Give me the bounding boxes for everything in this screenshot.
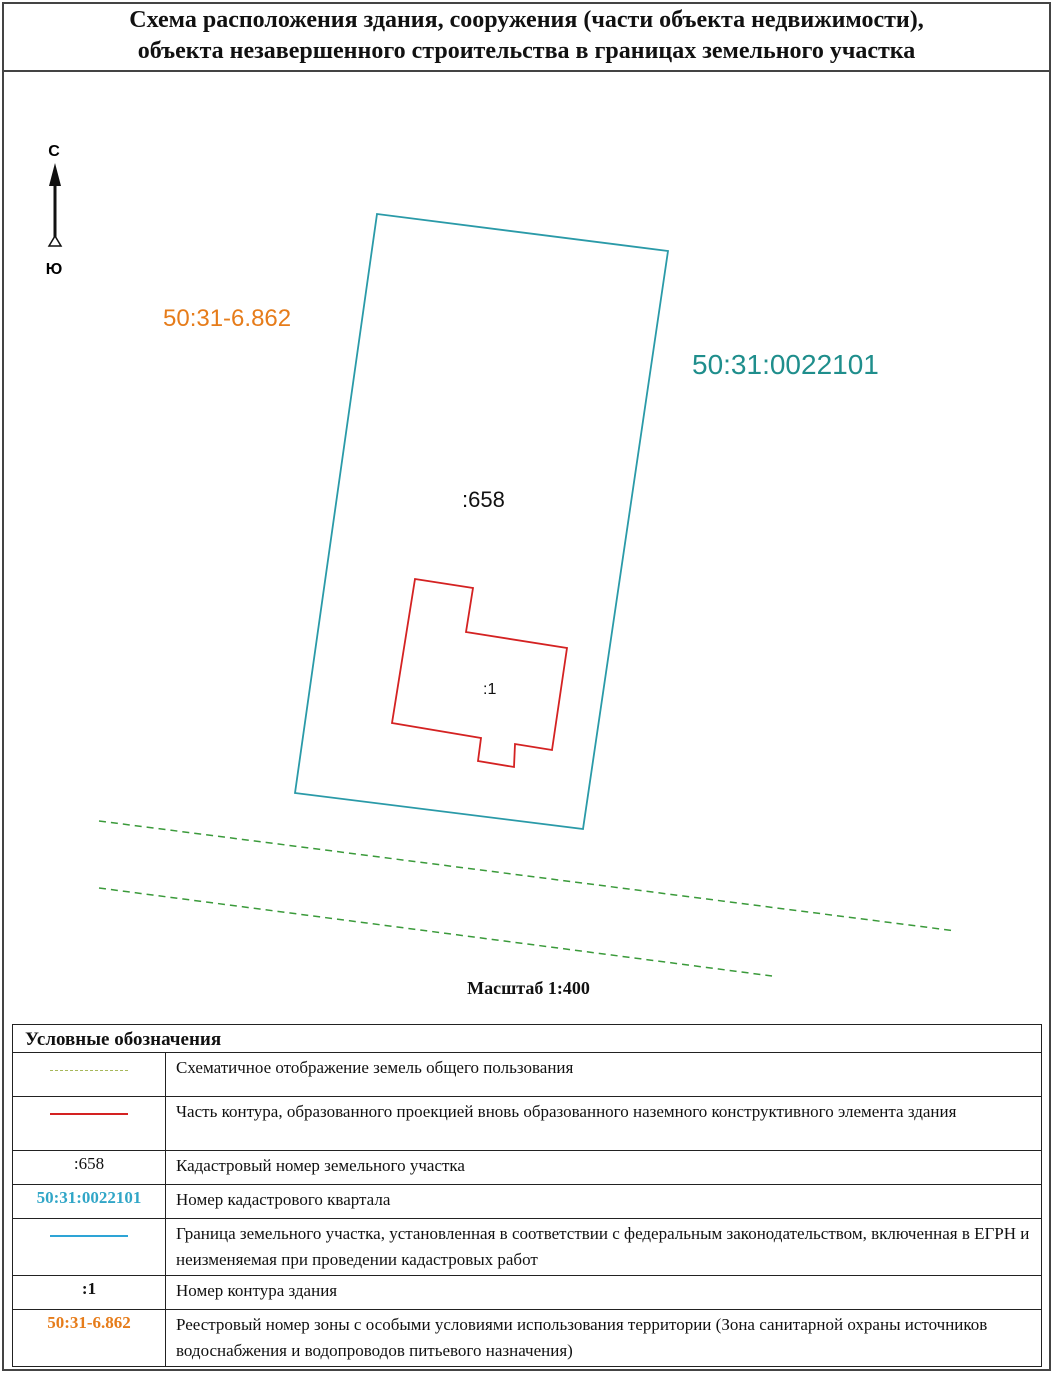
title-line-1: Схема расположения здания, сооружения (части объекта недвижимости),: [129, 7, 924, 33]
legend-symbol-building-number: :1: [13, 1276, 166, 1310]
compass-south-label: Ю: [45, 261, 63, 278]
building-contour: [392, 579, 567, 767]
legend-row: [13, 1053, 1041, 1097]
legend-description: Реестровый номер зоны с особыми условиями использования территории (Зона санитарной охраны источников водоснабжения и водопроводов питьевого назначения): [166, 1310, 1042, 1367]
compass-north-label: С: [48, 143, 60, 160]
public-lands-line-lower: [99, 888, 772, 976]
legend-row: [13, 1151, 1041, 1185]
parcel-boundary-symbol: [50, 1235, 128, 1237]
building-label: :1: [483, 681, 497, 698]
title-line-2: объекта незавершенного строительства в границах земельного участка: [137, 38, 916, 64]
compass-tail-icon: [49, 236, 61, 246]
compass: [46, 143, 63, 278]
legend-symbol-zone-number: 50:31-6.862: [13, 1310, 166, 1367]
zone-label: 50:31-6.862: [163, 305, 292, 332]
legend-heading: Условные обозначения: [25, 1029, 222, 1050]
legend-row: [13, 1310, 1041, 1367]
quarter-label: 50:31:0022101: [692, 349, 879, 380]
legend-row: [13, 1219, 1041, 1276]
public-lands-symbol: [50, 1070, 128, 1071]
legend-symbol-parcel-number: :658: [13, 1151, 166, 1185]
north-arrow-icon: [49, 163, 61, 186]
legend-row: [13, 1276, 1041, 1310]
legend-description: Граница земельного участка, установленная в соответствии с федеральным законодательством, включенная в ЕГРН и неизменяемая при проведении кадастровых работ: [166, 1219, 1042, 1276]
scale-label: Масштаб 1:400: [467, 978, 590, 998]
parcel-label: :658: [462, 487, 505, 512]
legend-symbol-cell: [13, 1219, 166, 1276]
building-contour-symbol: [50, 1113, 128, 1115]
legend: [12, 1024, 1042, 1367]
legend-row: [13, 1185, 1041, 1219]
legend-table: [13, 1052, 1041, 1366]
legend-symbol-cell: [13, 1097, 166, 1151]
legend-description: Номер контура здания: [166, 1276, 1042, 1310]
legend-symbol-quarter-number: 50:31:0022101: [13, 1185, 166, 1219]
legend-description: Схематичное отображение земель общего пользования: [166, 1053, 1042, 1097]
legend-description: Часть контура, образованного проекцией вновь образованного наземного конструктивного элемента здания: [166, 1097, 1042, 1151]
parcel-boundary: [295, 214, 668, 829]
legend-description: Номер кадастрового квартала: [166, 1185, 1042, 1219]
legend-symbol-cell: [13, 1053, 166, 1097]
legend-description: Кадастровый номер земельного участка: [166, 1151, 1042, 1185]
legend-row: [13, 1097, 1041, 1151]
public-lands-line-upper: [99, 821, 956, 931]
